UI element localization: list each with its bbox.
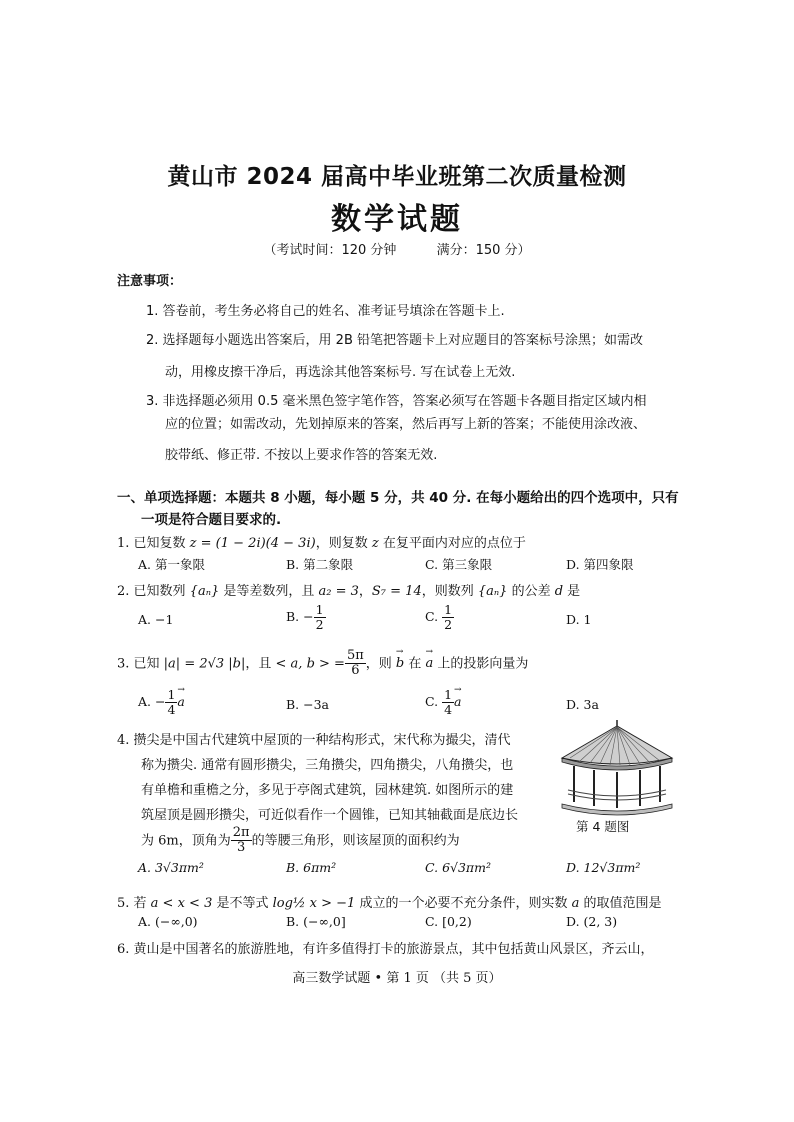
q3-text: 上的投影向量为 bbox=[433, 656, 529, 672]
q3-option-a bbox=[138, 688, 185, 717]
q3-option-c-label: C. bbox=[425, 693, 439, 709]
note-item: 胶带纸、修正带. 不按以上要求作答的答案无效. bbox=[165, 448, 438, 463]
pavilion-figure bbox=[556, 718, 678, 820]
q1-expression: z = (1 − 2i)(4 − 3i) bbox=[189, 536, 316, 551]
q4-option-a: A. 3√3πm² bbox=[138, 860, 204, 875]
q4-text: 为 6m，顶角为 bbox=[141, 833, 231, 849]
q3-text: 3. 已知 bbox=[117, 656, 164, 672]
q3-text: ，且 bbox=[245, 656, 276, 672]
notes-heading: 注意事项： bbox=[117, 274, 183, 289]
q2-option-a: A. −1 bbox=[138, 612, 174, 627]
section-heading: 一、单项选择题：本题共 8 小题，每小题 5 分，共 40 分. 在每小题给出的四个选项中，只有 bbox=[117, 490, 679, 506]
q4-option-d: D. 12√3πm² bbox=[566, 860, 641, 875]
q3-angle: < a, b > = bbox=[275, 656, 345, 672]
q1-text: 1. 已知复数 bbox=[117, 536, 190, 551]
q5-variable: a bbox=[571, 896, 580, 911]
q2-option-b bbox=[286, 603, 326, 632]
note-item: 3. 非选择题必须用 0.5 毫米黑色签字笔作答，答案必须写在答题卡各题目指定区域内相 bbox=[146, 394, 647, 409]
q3-option-a-vector: → a bbox=[177, 694, 184, 709]
numerator: 1 bbox=[167, 687, 176, 702]
note-item: 2. 选择题每小题选出答案后，用 2B 铅笔把答题卡上对应题目的答案标号涂黑；如需改 bbox=[146, 333, 643, 348]
q5-option-a: A. (−∞,0) bbox=[138, 914, 198, 929]
q2-text: 是等差数列，且 bbox=[219, 584, 319, 599]
question-4-line: 称为攒尖. 通常有圆形攒尖，三角攒尖，四角攒尖，八角攒尖，也 bbox=[141, 758, 514, 773]
q3-text: ，则 bbox=[365, 656, 396, 672]
q3-text: 在 bbox=[404, 656, 426, 672]
numerator: 1 bbox=[315, 602, 324, 617]
q1-variable: z bbox=[371, 536, 379, 551]
q2-variable: d bbox=[554, 584, 564, 599]
q2-text: 2. 已知数列 bbox=[117, 584, 190, 599]
question-4-line: 有单檐和重檐之分，多见于亭阁式建筑，园林建筑. 如图所示的建 bbox=[141, 783, 514, 798]
q1-text: 在复平面内对应的点位于 bbox=[378, 536, 526, 551]
denominator: 2 bbox=[315, 616, 324, 632]
section-heading-cont: 一项是符合题目要求的. bbox=[141, 512, 282, 528]
numerator: 5π bbox=[346, 648, 364, 663]
q5-option-b: B. (−∞,0] bbox=[286, 914, 346, 929]
note-item: 动，用橡皮擦干净后，再选涂其他答案标号. 写在试卷上无效. bbox=[165, 365, 516, 380]
q3-option-b: B. −3a bbox=[286, 697, 330, 712]
numerator: 2π bbox=[232, 825, 250, 840]
question-4-line: 筑屋顶是圆形攒尖，可近似看作一个圆锥，已知其轴截面是底边长 bbox=[141, 808, 519, 823]
q5-text: 5. 若 bbox=[117, 896, 151, 911]
denominator: 2 bbox=[444, 616, 453, 632]
q1-option-c: C. 第三象限 bbox=[425, 557, 493, 572]
figure-caption: 第 4 题图 bbox=[576, 819, 630, 834]
q4-text: 的等腰三角形，则该屋顶的面积约为 bbox=[251, 833, 460, 849]
q3-option-c bbox=[425, 688, 461, 717]
question-4-last-line bbox=[141, 826, 460, 856]
q2-option-d: D. 1 bbox=[566, 612, 592, 627]
q3-option-a-fraction bbox=[165, 688, 177, 717]
note-item: 应的位置；如需改动，先划掉原来的答案，然后再写上新的答案；不能使用涂改液、 bbox=[165, 417, 647, 432]
q3-option-c-fraction bbox=[442, 688, 454, 717]
q2-option-c-label: C. bbox=[425, 608, 439, 624]
q2-option-c-fraction bbox=[442, 603, 454, 632]
q2-text: ，则数列 bbox=[421, 584, 478, 599]
q5-inequality: log½ x > −1 bbox=[272, 896, 356, 911]
q2-condition: S₇ = 14 bbox=[371, 584, 422, 599]
q1-option-d: D. 第四象限 bbox=[566, 557, 634, 572]
q2-option-b-fraction bbox=[314, 603, 326, 632]
q2-condition: a₂ = 3 bbox=[318, 584, 359, 599]
question-6-stem: 6. 黄山是中国著名的旅游胜地，有许多值得打卡的旅游景点，其中包括黄山风景区，齐云山， bbox=[117, 942, 654, 957]
question-1-stem bbox=[117, 532, 526, 551]
q5-condition: a < x < 3 bbox=[150, 896, 213, 911]
q2-text: 的公差 bbox=[507, 584, 555, 599]
q4-option-c: C. 6√3πm² bbox=[425, 860, 492, 875]
numerator: 1 bbox=[444, 602, 453, 617]
denominator: 4 bbox=[167, 701, 176, 717]
q5-text: 的取值范围是 bbox=[579, 896, 662, 911]
q1-option-b: B. 第二象限 bbox=[286, 557, 354, 572]
q3-vector-a: → a bbox=[426, 656, 434, 671]
note-item: 1. 答卷前，考生务必将自己的姓名、准考证号填涂在答题卡上. bbox=[146, 304, 505, 319]
q3-condition: |a| = 2√3 |b| bbox=[163, 656, 246, 672]
exam-info bbox=[0, 239, 794, 258]
q3-option-d: D. 3a bbox=[566, 697, 599, 712]
exam-time: （考试时间：120 分钟 bbox=[263, 243, 397, 258]
denominator: 4 bbox=[444, 701, 453, 717]
q3-option-a-label: A. − bbox=[138, 693, 166, 709]
q5-option-c: C. [0,2) bbox=[425, 914, 472, 929]
q2-sequence: {aₙ} bbox=[477, 584, 508, 599]
exam-subject-title: 数学试题 bbox=[331, 202, 463, 237]
q3-option-c-vector: → a bbox=[454, 694, 461, 709]
q5-text: 成立的一个必要不充分条件，则实数 bbox=[355, 896, 572, 911]
q5-text: 是不等式 bbox=[212, 896, 273, 911]
q3-fraction bbox=[345, 649, 366, 679]
q1-option-a: A. 第一象限 bbox=[138, 557, 205, 572]
q4-fraction bbox=[231, 826, 252, 856]
page-footer: 高三数学试题 • 第 1 页 （共 5 页） bbox=[292, 971, 502, 986]
question-4-line: 4. 攒尖是中国古代建筑中屋顶的一种结构形式，宋代称为撮尖，清代 bbox=[117, 733, 511, 748]
question-2-stem bbox=[117, 580, 580, 599]
exam-title: 黄山市 2024 届高中毕业班第二次质量检测 bbox=[167, 164, 627, 190]
q4-option-b: B. 6πm² bbox=[286, 860, 337, 875]
q5-option-d: D. (2, 3) bbox=[566, 914, 618, 929]
q2-text: 是 bbox=[563, 584, 581, 599]
question-5-stem bbox=[117, 892, 661, 911]
denominator: 3 bbox=[237, 840, 246, 856]
q2-option-c bbox=[425, 603, 454, 632]
q2-text: ， bbox=[358, 584, 372, 599]
numerator: 1 bbox=[444, 687, 453, 702]
q2-sequence: {aₙ} bbox=[189, 584, 220, 599]
denominator: 6 bbox=[351, 663, 360, 679]
exam-score: 满分：150 分） bbox=[436, 243, 531, 258]
q2-option-b-label: B. − bbox=[286, 608, 314, 624]
question-3-stem bbox=[117, 649, 528, 679]
q3-vector-b: → b bbox=[396, 656, 404, 671]
q1-text: ，则复数 bbox=[315, 536, 372, 551]
